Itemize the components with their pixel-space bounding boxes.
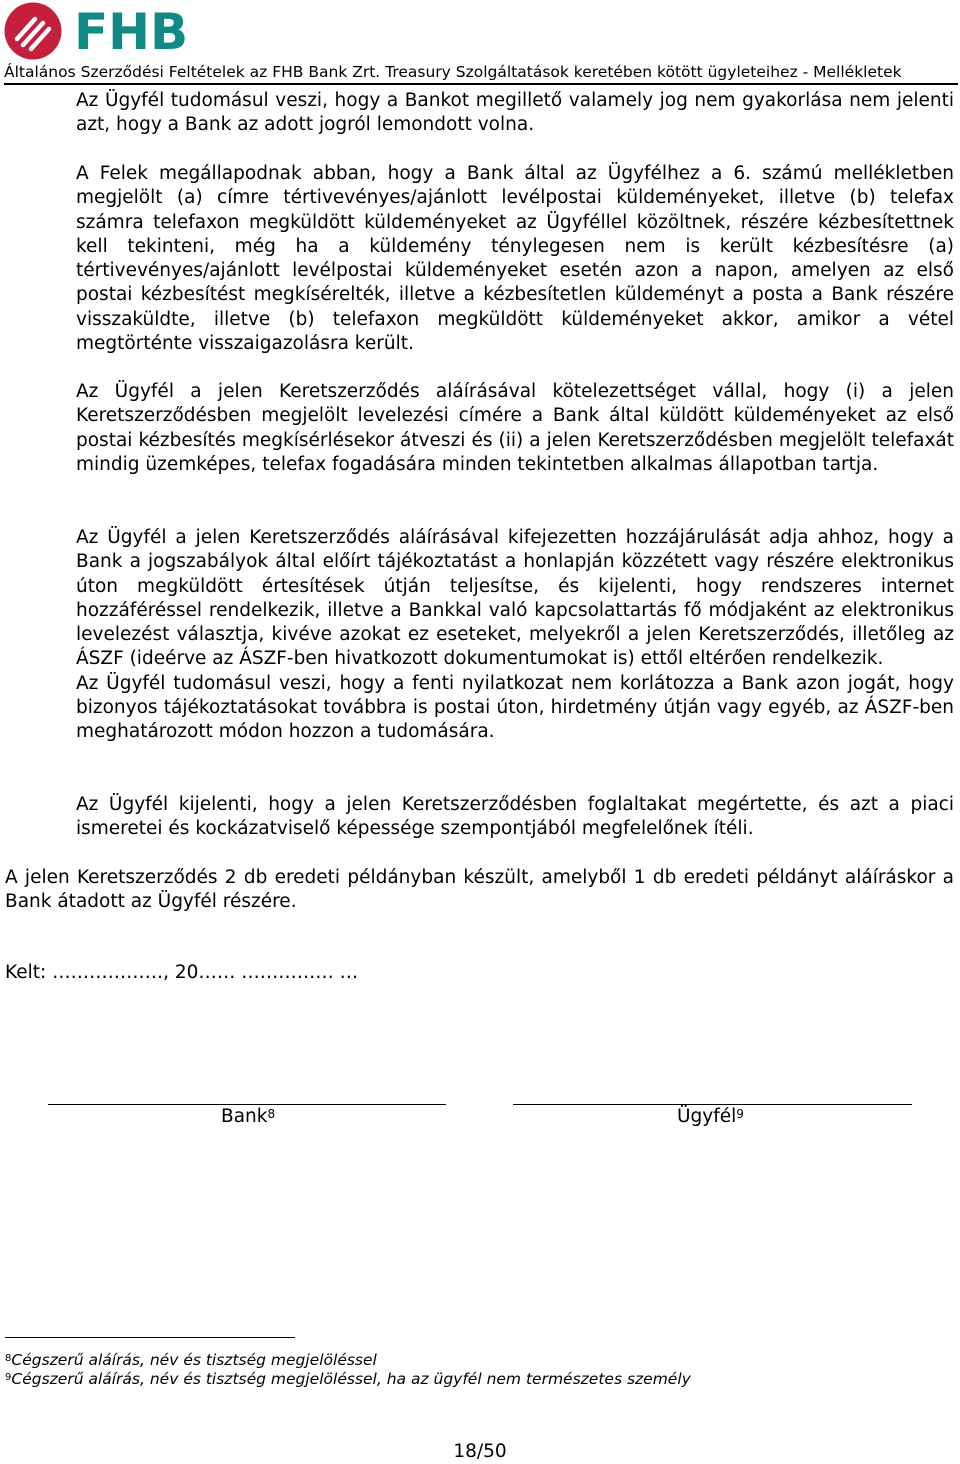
footnote-divider bbox=[5, 1337, 295, 1338]
page-number: 18/50 bbox=[453, 1441, 507, 1462]
header-divider bbox=[4, 83, 958, 85]
date-place-line: Kelt: ………………, 20…… …………… … bbox=[5, 962, 359, 983]
paragraph-client-obligation: Az Ügyfél a jelen Keretszerződés aláírásával kötelezettséget vállal, hogy (i) a jelen Keretszerződésben megjelölt levelezési címére a Bank által küldött küldeményeket az első postai kézbesítés megkísérlésekor átveszi és (ii) a jelen Keretszerződésben megjelölt telefaxát mindig üzemképes, telefax fogadására minden tekintetben alkalmas állapotban tartja. bbox=[76, 381, 954, 475]
fhb-logo-icon bbox=[4, 2, 62, 60]
client-signature-label: Ügyfél$^9$ bbox=[677, 1106, 744, 1127]
bank-signature-label: Bank$^8$ bbox=[221, 1106, 276, 1127]
paragraph-delivery-terms: A Felek megállapodnak abban, hogy a Bank által az Ügyfélhez a 6. számú mellékletben megjelölt (a) címre tértivevényes/ajánlott levélpostai küldeményeket, illetve (b) telefax számra telefaxon megküldött küldeményeket az Ügyféllel közöltnek, részére kézbesítettnek kell tekinteni, még ha a küldemény ténylegesen nem is került kézbesítésre (a) tértivevényes/ajánlott levélpostai küldeményeket esetén azon a napon, amelyen az első postai kézbesítést megkísérelték, illetve a kézbesítetlen küldeményt a posta a Bank részére visszaküldte, illetve (b) telefaxon megküldött küldeményeket akkor, amikor a vétel megtörténte visszaigazolásra került. bbox=[76, 163, 954, 355]
paragraph-electronic-consent: Az Ügyfél a jelen Keretszerződés aláírásával kifejezetten hozzájárulását adja ahhoz, hogy a Bank a jogszabályok által előírt tájékoztatást a honlapján közzétett vagy részére elektronikus úton megküldött értesítések útján teljesítse, és kijelenti, hogy rendszeres internet hozzáféréssel rendelkezik, illetve a Bankkal való kapcsolattartás fő módjaként az elektronikus levelezést választja, kivéve azokat ez eseteket, melyekről a jelen Keretszerződés, illetőleg az ÁSZF (ideérve az ÁSZF-ben hivatkozott dokumentumokat is) ettől eltérően rendelkezik. Az Ügyfél tudomásul veszi, hogy a fenti nyilatkozat nem korlátozza a Bank azon jogát, hogy bizonyos tájékoztatásokat továbbra is postai úton, hirdetmény útján vagy egyéb, az ÁSZF-ben meghatározott módon hozzon a tudomására. bbox=[76, 526, 954, 745]
document-header-title: Általános Szerződési Feltételek az FHB Bank Zrt. Treasury Szolgáltatások keretében kötött ügyleteihez - Mellékletek bbox=[4, 63, 902, 81]
paragraph-copies: A jelen Keretszerződés 2 db eredeti példányban készült, amelyből 1 db eredeti példányt aláíráskor a Bank átadott az Ügyfél részére. bbox=[5, 867, 954, 913]
footnote-ref-9: 9 bbox=[736, 1107, 744, 1121]
footnote-8: $^8$Cégszerű aláírás, név és tisztség megjelöléssel bbox=[5, 1351, 377, 1369]
logo-wordmark: FHB bbox=[74, 3, 189, 61]
paragraph-rights-waiver: Az Ügyfél tudomásul veszi, hogy a Bankot megillető valamely jog nem gyakorlása nem jelenti azt, hogy a Bank az adott jogról lemondott volna. bbox=[76, 90, 954, 136]
paragraph-postal-notice: Az Ügyfél tudomásul veszi, hogy a fenti nyilatkozat nem korlátozza a Bank azon jogát, hogy bizonyos tájékoztatásokat továbbra is postai úton, hirdetmény útján vagy egyéb, az ÁSZF-ben meghatározott módon hozzon a tudomására. bbox=[76, 672, 954, 743]
paragraph-client-declaration: Az Ügyfél kijelenti, hogy a jelen Keretszerződésben foglaltakat megértette, és azt a piaci ismeretei és kockázatviselő képessége szempontjából megfelelőnek ítéli. bbox=[76, 794, 954, 840]
fhb-logo bbox=[4, 2, 204, 62]
footnote-9: $^9$Cégszerű aláírás, név és tisztség megjelöléssel, ha az ügyfél nem természetes személy bbox=[5, 1370, 691, 1388]
footnote-ref-8: 8 bbox=[267, 1107, 276, 1121]
